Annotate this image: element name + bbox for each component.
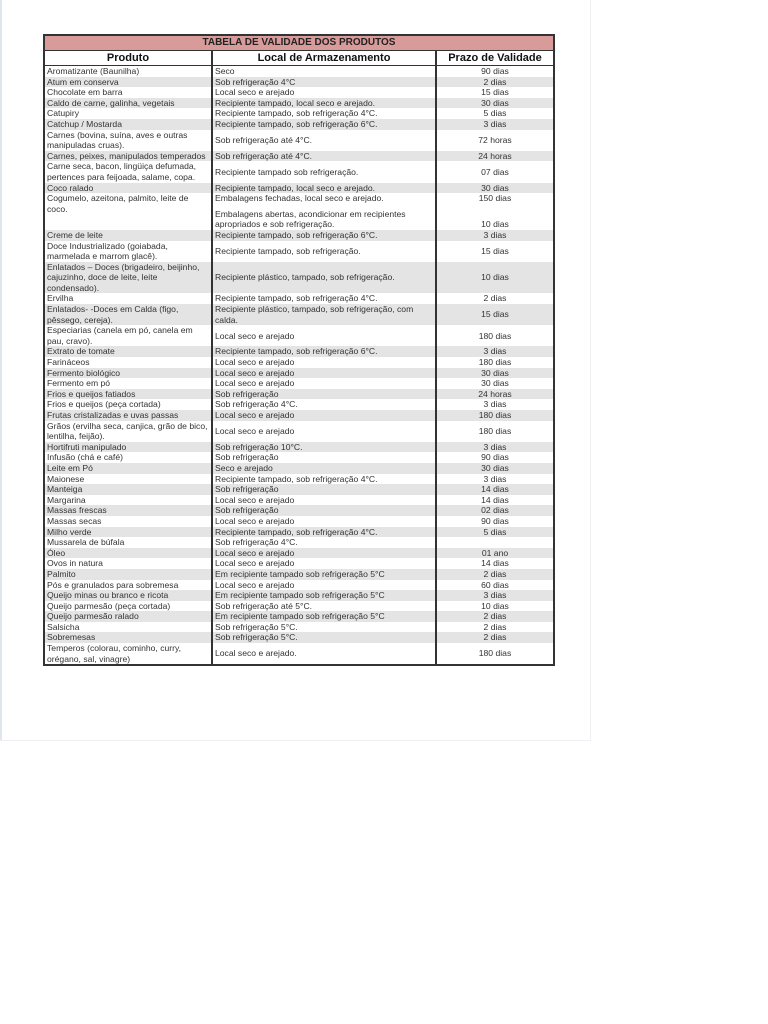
cell-prazo: 180 dias: [478, 357, 512, 368]
cell-local: Sob refrigeração: [213, 389, 437, 400]
table-header-row: [45, 51, 553, 66]
table-row: [45, 389, 553, 400]
cell-produto: Ovos in natura: [45, 558, 213, 569]
cell-local: Local seco e arejado: [213, 516, 437, 527]
table-row: [45, 463, 553, 474]
table-row: [45, 230, 553, 241]
cell-prazo: 15 dias: [481, 245, 509, 256]
cell-local: Sob refrigeração até 4°C.: [213, 151, 437, 162]
cell-produto: Carnes, peixes, manipulados temperados: [45, 151, 213, 162]
cell-produto: Fermento biológico: [45, 368, 213, 379]
cell-produto: Frios e queijos fatiados: [45, 389, 213, 400]
cell-produto: Creme de leite: [45, 230, 213, 241]
cell-prazo: 2 dias: [483, 568, 507, 579]
cell-prazo: 72 horas: [478, 134, 512, 145]
cell-produto: Óleo: [45, 548, 213, 559]
cell-produto: Queijo minas ou branco e ricota: [45, 590, 213, 601]
cell-prazo: 3 dias: [483, 590, 507, 601]
cell-produto: Hortifruti manipulado: [45, 442, 213, 453]
cell-prazo: 180 dias: [478, 330, 512, 341]
cell-produto: Doce Industrializado (goiabada, marmelada e marrom glacê).: [45, 241, 213, 262]
cell-prazo: 5 dias: [483, 108, 507, 119]
cell-prazo-line: 10 dias: [481, 219, 509, 230]
table-row: [45, 183, 553, 194]
cell-prazo: 14 dias: [481, 558, 509, 569]
cell-local: Recipiente tampado, sob refrigeração 4°C.: [213, 527, 437, 538]
cell-produto: Chocolate em barra: [45, 87, 213, 98]
table-row: [45, 77, 553, 88]
header-produto: Produto: [45, 51, 213, 65]
cell-prazo: 30 dias: [481, 367, 509, 378]
cell-local: Recipiente tampado, sob refrigeração 4°C.: [213, 474, 437, 485]
cell-prazo: 3 dias: [483, 118, 507, 129]
cell-prazo: 3 dias: [483, 441, 507, 452]
table-row: [45, 98, 553, 109]
cell-produto: Massas frescas: [45, 505, 213, 516]
cell-prazo: 2 dias: [483, 76, 507, 87]
cell-local: Local seco e arejado: [213, 87, 437, 98]
cell-produto: Salsicha: [45, 622, 213, 633]
cell-local: Sob refrigeração 4°C.: [213, 537, 437, 548]
table-row: [45, 378, 553, 389]
cell-local: Sob refrigeração 10°C.: [213, 442, 437, 453]
cell-prazo: 5 dias: [483, 526, 507, 537]
cell-prazo: 30 dias: [481, 97, 509, 108]
cell-produto: Frutas cristalizadas e uvas passas: [45, 410, 213, 421]
cell-prazo: 60 dias: [481, 579, 509, 590]
cell-prazo: 14 dias: [481, 494, 509, 505]
table-row: [45, 66, 553, 77]
table-row: [45, 474, 553, 485]
cell-prazo: 3 dias: [483, 473, 507, 484]
cell-prazo: 2 dias: [483, 293, 507, 304]
cell-produto: Milho verde: [45, 527, 213, 538]
cell-local: Em recipiente tampado sob refrigeração 5°C: [213, 590, 437, 601]
table-row: [45, 601, 553, 612]
table-row: [45, 368, 553, 379]
table-row: [45, 357, 553, 368]
table-body: [45, 66, 553, 664]
cell-local: Recipiente tampado sob refrigeração.: [213, 161, 437, 182]
cell-local: Seco: [213, 66, 437, 77]
cell-produto: Frios e queijos (peça cortada): [45, 399, 213, 410]
cell-local: Recipiente plástico, tampado, sob refrigeração, com calda.: [213, 304, 437, 325]
cell-prazo: 15 dias: [481, 309, 509, 320]
cell-produto: Enlatados- -Doces em Calda (figo, pêssego, cereja).: [45, 304, 213, 325]
cell-produto: Maionese: [45, 474, 213, 485]
cell-produto: Grãos (ervilha seca, canjica, grão de bico, lentilha, feijão).: [45, 421, 213, 442]
cell-produto: Cogumelo, azeitona, palmito, leite de coco.: [45, 193, 213, 230]
cell-local: Recipiente tampado, sob refrigeração 4°C.: [213, 293, 437, 304]
table-row: [45, 611, 553, 622]
table-row: [45, 590, 553, 601]
table-row: [45, 632, 553, 643]
table-row: [45, 580, 553, 591]
cell-local: Em recipiente tampado sob refrigeração 5°C: [213, 611, 437, 622]
table-row: [45, 421, 553, 442]
cell-prazo: 3 dias: [483, 229, 507, 240]
table-row: [45, 569, 553, 580]
cell-local: Sob refrigeração até 4°C.: [213, 130, 437, 151]
cell-local: Recipiente tampado, sob refrigeração 6°C.: [213, 346, 437, 357]
cell-prazo: 14 dias: [481, 484, 509, 495]
cell-local: Recipiente tampado, sob refrigeração 4°C.: [213, 108, 437, 119]
cell-produto: Carnes (bovina, suína, aves e outras manipuladas cruas).: [45, 130, 213, 151]
cell-prazo: 30 dias: [481, 182, 509, 193]
cell-local: Local seco e arejado: [213, 378, 437, 389]
cell-prazo: 01 ano: [481, 547, 509, 558]
cell-local: Local seco e arejado: [213, 410, 437, 421]
cell-produto: Temperos (colorau, cominho, curry, orégano, sal, vinagre): [45, 643, 213, 664]
table-row: [45, 505, 553, 516]
cell-prazo: [437, 537, 553, 548]
cell-local: Em recipiente tampado sob refrigeração 5°C: [213, 569, 437, 580]
cell-produto: Massas secas: [45, 516, 213, 527]
cell-local: Sob refrigeração 5°C.: [213, 632, 437, 643]
table-row: [45, 304, 553, 325]
cell-local: Local seco e arejado: [213, 580, 437, 591]
cell-produto: Coco ralado: [45, 183, 213, 194]
cell-local: Recipiente tampado, sob refrigeração 6°C.: [213, 119, 437, 130]
cell-produto: Margarina: [45, 495, 213, 506]
cell-local: Sob refrigeração: [213, 452, 437, 463]
cell-produto: Manteiga: [45, 484, 213, 495]
table-row: [45, 161, 553, 182]
table-row: [45, 558, 553, 569]
cell-produto: Catupiry: [45, 108, 213, 119]
cell-local-line: Embalagens abertas, acondicionar em recipientes apropriados e sob refrigeração.: [215, 208, 406, 230]
table-row: [45, 119, 553, 130]
cell-produto: Pós e granulados para sobremesa: [45, 580, 213, 591]
cell-local: [213, 193, 437, 230]
table-row: [45, 262, 553, 294]
cell-local: Recipiente tampado, local seco e arejado.: [213, 183, 437, 194]
table-row: [45, 293, 553, 304]
cell-produto: Leite em Pó: [45, 463, 213, 474]
cell-produto: Sobremesas: [45, 632, 213, 643]
validity-table: [43, 34, 555, 666]
table-row: [45, 643, 553, 664]
cell-prazo: 90 dias: [481, 452, 509, 463]
cell-local: Sob refrigeração: [213, 505, 437, 516]
table-row: [45, 241, 553, 262]
table-row: [45, 410, 553, 421]
cell-prazo: [437, 193, 553, 230]
cell-prazo: 15 dias: [481, 87, 509, 98]
table-row: [45, 548, 553, 559]
header-local: Local de Armazenamento: [213, 51, 437, 65]
cell-local-line: Embalagens fechadas, local seco e arejado.: [215, 193, 384, 204]
cell-local: Local seco e arejado.: [213, 643, 437, 664]
table-row: [45, 108, 553, 119]
cell-prazo: 180 dias: [478, 425, 512, 436]
cell-produto: Queijo parmesão ralado: [45, 611, 213, 622]
table-row: [45, 527, 553, 538]
cell-prazo: 3 dias: [483, 346, 507, 357]
table-row: [45, 193, 553, 230]
cell-local: Seco e arejado: [213, 463, 437, 474]
header-prazo: Prazo de Validade: [448, 52, 542, 64]
cell-local: Sob refrigeração até 5°C.: [213, 601, 437, 612]
cell-local: Sob refrigeração 4°C.: [213, 399, 437, 410]
cell-produto: Atum em conserva: [45, 77, 213, 88]
cell-local: Local seco e arejado: [213, 357, 437, 368]
cell-prazo: 10 dias: [481, 272, 509, 283]
cell-local: Local seco e arejado: [213, 558, 437, 569]
cell-local: Sob refrigeração 4°C: [213, 77, 437, 88]
cell-produto: Queijo parmesão (peça cortada): [45, 601, 213, 612]
table-title: TABELA DE VALIDADE DOS PRODUTOS: [45, 36, 553, 51]
cell-produto: Mussarela de búfala: [45, 537, 213, 548]
table-row: [45, 452, 553, 463]
cell-local: Recipiente tampado, sob refrigeração 6°C.: [213, 230, 437, 241]
cell-prazo: 3 dias: [483, 399, 507, 410]
table-row: [45, 495, 553, 506]
table-row: [45, 399, 553, 410]
cell-prazo: 90 dias: [481, 66, 509, 76]
cell-prazo: 180 dias: [478, 648, 512, 659]
cell-prazo-line: 150 dias: [478, 193, 512, 204]
cell-produto: Enlatados – Doces (brigadeiro, beijinho, cajuzinho, doce de leite, leite condensado).: [45, 262, 213, 294]
cell-produto: Caldo de carne, galinha, vegetais: [45, 98, 213, 109]
cell-prazo: 2 dias: [483, 632, 507, 643]
cell-prazo: 30 dias: [481, 378, 509, 389]
table-row: [45, 346, 553, 357]
table-row: [45, 87, 553, 98]
cell-prazo: 180 dias: [478, 410, 512, 420]
cell-produto: Aromatizante (Baunilha): [45, 66, 213, 77]
cell-produto: Carne seca, bacon, lingüiça defumada, pertences para feijoada, salame, copa.: [45, 161, 213, 182]
cell-local: Local seco e arejado: [213, 421, 437, 442]
table-row: [45, 516, 553, 527]
cell-local: Recipiente plástico, tampado, sob refrigeração.: [213, 262, 437, 294]
table-row: [45, 442, 553, 453]
cell-prazo: 24 horas: [478, 150, 512, 161]
cell-local: Sob refrigeração: [213, 484, 437, 495]
cell-prazo: 90 dias: [481, 515, 509, 526]
cell-produto: Farináceos: [45, 357, 213, 368]
cell-local: Local seco e arejado: [213, 368, 437, 379]
table-row: [45, 484, 553, 495]
cell-prazo: 2 dias: [483, 621, 507, 632]
cell-local: Recipiente tampado, sob refrigeração.: [213, 241, 437, 262]
cell-prazo: 10 dias: [481, 600, 509, 611]
cell-local: Local seco e arejado: [213, 548, 437, 559]
cell-local: Sob refrigeração 5°C.: [213, 622, 437, 633]
cell-prazo: 2 dias: [483, 611, 507, 622]
cell-produto: Palmito: [45, 569, 213, 580]
table-row: [45, 130, 553, 151]
cell-prazo: 24 horas: [478, 388, 512, 399]
cell-produto: Extrato de tomate: [45, 346, 213, 357]
page-edge: [0, 0, 2, 740]
cell-prazo: 30 dias: [481, 462, 509, 473]
cell-produto: Fermento em pó: [45, 378, 213, 389]
cell-produto: Ervilha: [45, 293, 213, 304]
cell-produto: Catchup / Mostarda: [45, 119, 213, 130]
table-row: [45, 537, 553, 548]
cell-prazo: 07 dias: [481, 166, 509, 177]
cell-produto: Infusão (chá e café): [45, 452, 213, 463]
table-row: [45, 151, 553, 162]
table-row: [45, 325, 553, 346]
cell-prazo: 02 dias: [481, 505, 509, 516]
cell-local: Recipiente tampado, local seco e arejado.: [213, 98, 437, 109]
cell-local: Local seco e arejado: [213, 325, 437, 346]
cell-produto: Especiarias (canela em pó, canela em pau, cravo).: [45, 325, 213, 346]
table-row: [45, 622, 553, 633]
cell-local: Local seco e arejado: [213, 495, 437, 506]
